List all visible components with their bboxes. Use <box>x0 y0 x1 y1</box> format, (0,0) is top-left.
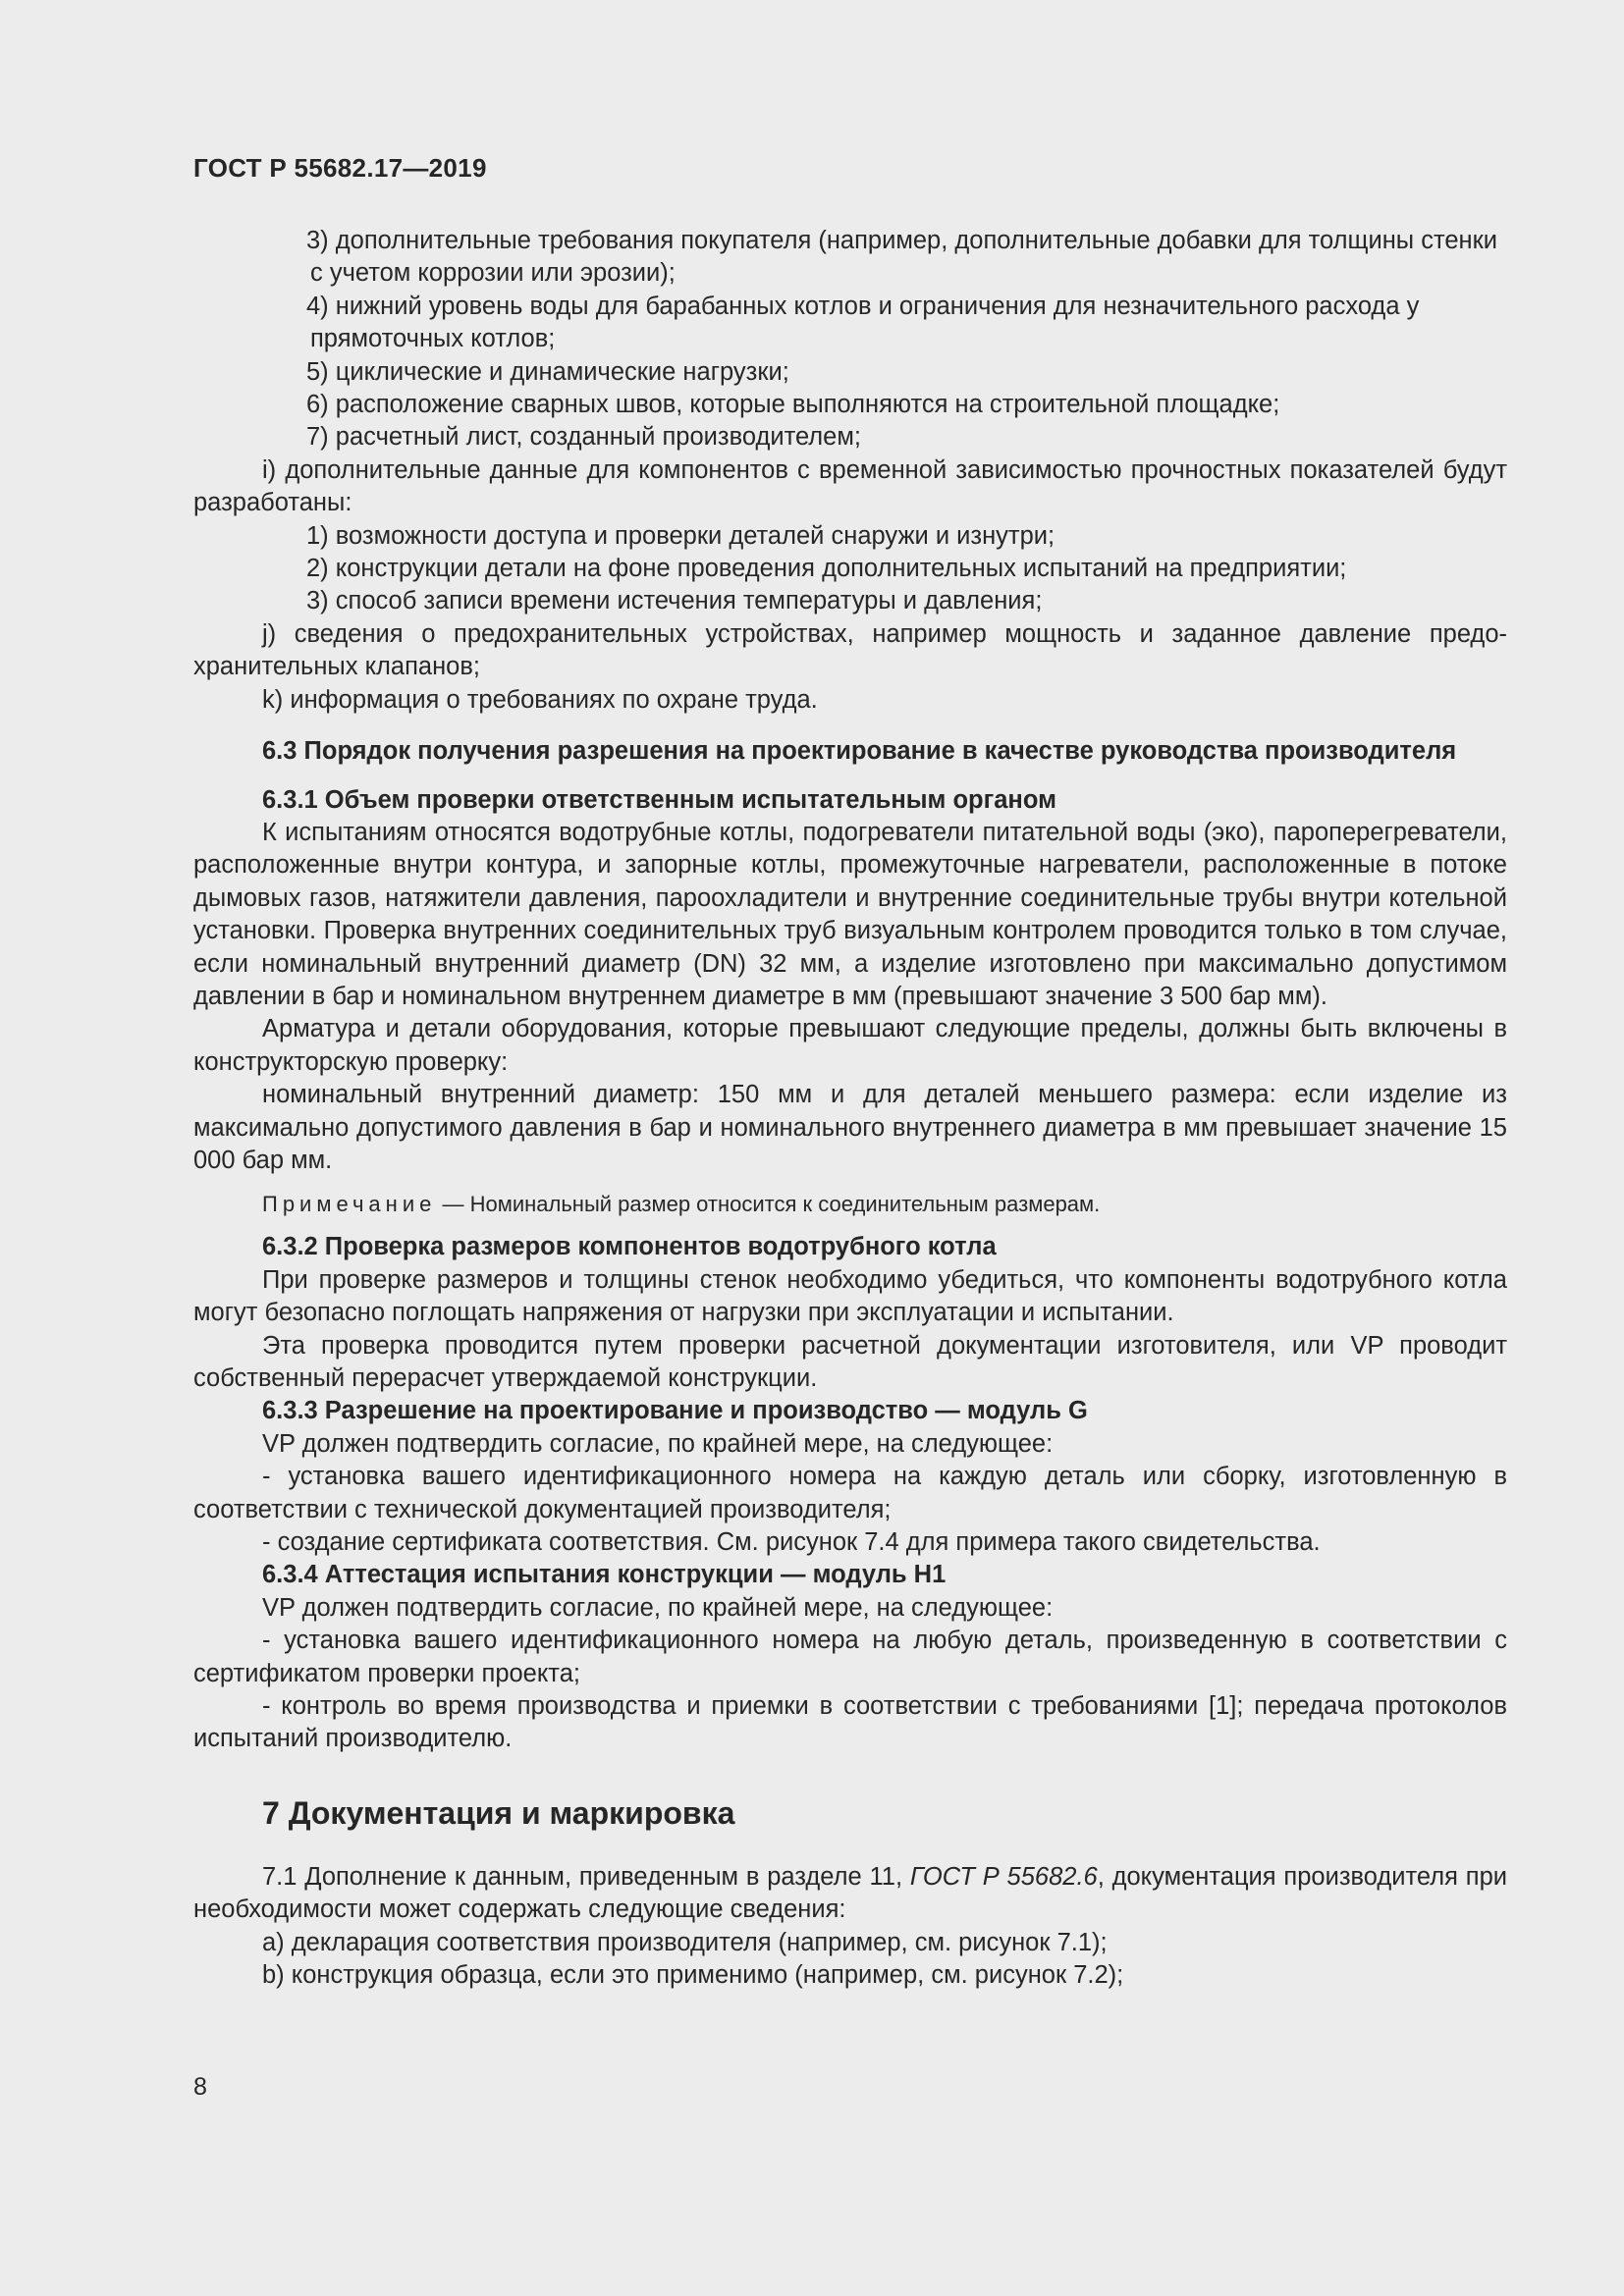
section-7-heading: 7 Документация и маркировка <box>262 1794 735 1831</box>
paragraph: номинальный внутренний диаметр: 150 мм и для деталей меньшего размера: если изделие из максимально допустимого давления в бар и номинального внутреннего диаметра в мм превышает значение 15 000 бар мм. <box>193 1081 1507 1174</box>
standard-reference: ГОСТ Р 55682.6 <box>909 1862 1098 1891</box>
note-text: — Номинальный размер относится к соединительным размерам. <box>436 1192 1101 1217</box>
list-item: 2) конструкции детали на фоне проведения дополнительных испытаний на предприятии; <box>306 555 1347 583</box>
paragraph-tail: , документация производителя при необходимости может содержать следующие сведения: <box>193 1862 1508 1924</box>
list-item: 7) расчетный лист, созданный производителем; <box>306 423 861 452</box>
paragraph: Эта проверка проводится путем проверки расчетной документации изготовителя, или VP проводит собственный перерасчет утверждаемой конструкции. <box>193 1331 1507 1392</box>
list-item-j: j) сведения о предохранительных устройствах, например мощность и заданное давление предохранительных клапанов; <box>193 619 1507 681</box>
list-item: 6) расположение сварных швов, которые выполняются на строительной площадке; <box>306 391 1280 419</box>
list-item: 1) возможности доступа и проверки деталей снаружи и изнутри; <box>306 521 1056 550</box>
section-6-3-1-heading: 6.3.1 Объем проверки ответственным испытательным органом <box>262 785 1056 814</box>
list-item-b: b) конструкция образца, если это применимо (например, см. рисунок 7.2); <box>262 1961 1124 1990</box>
list-item: 5) циклические и динамические нагрузки; <box>306 357 789 386</box>
page-number: 8 <box>193 2073 207 2101</box>
paragraph: - установка вашего идентификационного номера на любую деталь, произведенную в соответствии с сертификатом проверки проекта; <box>193 1627 1507 1687</box>
section-6-3-2-heading: 6.3.2 Проверка размеров компонентов водотрубного котла <box>262 1233 997 1261</box>
list-item: 3) дополнительные требования покупателя (например, дополнительные добавки для толщины стенки с учетом коррозии или эрозии); <box>306 227 1498 288</box>
paragraph <box>193 1861 1507 1927</box>
paragraph: - установка вашего идентификационного номера на каждую деталь или сборку, изготовленную в соответствии с технической документацией производителя; <box>193 1463 1507 1523</box>
note-label: Примечание <box>262 1192 437 1217</box>
list-item: 4) нижний уровень воды для барабанных котлов и ограничения для незначительного расхода у прямоточных котлов; <box>306 292 1420 353</box>
list-item-k: k) информация о требованиях по охране труда. <box>262 685 818 714</box>
list-item: 3) способ записи времени истечения температуры и давления; <box>306 587 1043 615</box>
note <box>193 1189 1507 1219</box>
list-item-i: i) дополнительные данные для компонентов с временной зависимостью прочностных показателей будут разработаны: <box>193 455 1507 517</box>
paragraph-lead: 7.1 Дополнение к данным, приведенным в разделе 11, <box>262 1862 910 1891</box>
section-6-3-heading: 6.3 Порядок получения разрешения на проектирование в качестве руководства производителя <box>262 737 1457 766</box>
section-6-3-4-heading: 6.3.4 Аттестация испытания конструкции — модуль H1 <box>262 1561 947 1589</box>
paragraph: VP должен подтвердить согласие, по крайней мере, на следующее: <box>262 1593 1054 1622</box>
paragraph: Арматура и детали оборудования, которые превышают следующие пределы, должны быть включены в конструкторскую проверку: <box>193 1015 1507 1076</box>
paragraph: - создание сертификата соответствия. См. рисунок 7.4 для примера такого свидетельства. <box>262 1528 1321 1557</box>
paragraph: К испытаниям относятся водотрубные котлы, подогреватели питательной воды (эко), пароперегреватели, расположенные внутри контура, и запорные котлы, промежуточные нагреватели, расположенные в потоке дымовых газов, натяжители давления, пароохладители и внутренние соединительные трубы внутри котельной установки. Проверка внутренних соединительных труб визуальным контролем проводится только в том случае, если номинальный внутренний диаметр (DN) 32 мм, а изделие изготовлено при максимально допустимом давлении в бар и номинальном внутреннем диаметре в мм (превышают значение 3 500 бар мм). <box>193 818 1507 1010</box>
document-code-header: ГОСТ Р 55682.17—2019 <box>193 153 487 183</box>
list-item-a: a) декларация соответствия производителя (например, см. рисунок 7.1); <box>262 1928 1108 1956</box>
section-6-3-3-heading: 6.3.3 Разрешение на проектирование и производство — модуль G <box>262 1397 1088 1425</box>
paragraph: - контроль во время производства и приемки в соответствии с требованиями [1]; передача протоколов испытаний производителю. <box>193 1692 1507 1753</box>
paragraph: При проверке размеров и толщины стенок необходимо убедиться, что компоненты водотрубного котла могут безопасно поглощать напряжения от нагрузки при эксплуатации и испытании. <box>193 1265 1507 1327</box>
page-content <box>193 225 1507 1993</box>
paragraph: VP должен подтвердить согласие, по крайней мере, на следующее: <box>262 1429 1054 1458</box>
